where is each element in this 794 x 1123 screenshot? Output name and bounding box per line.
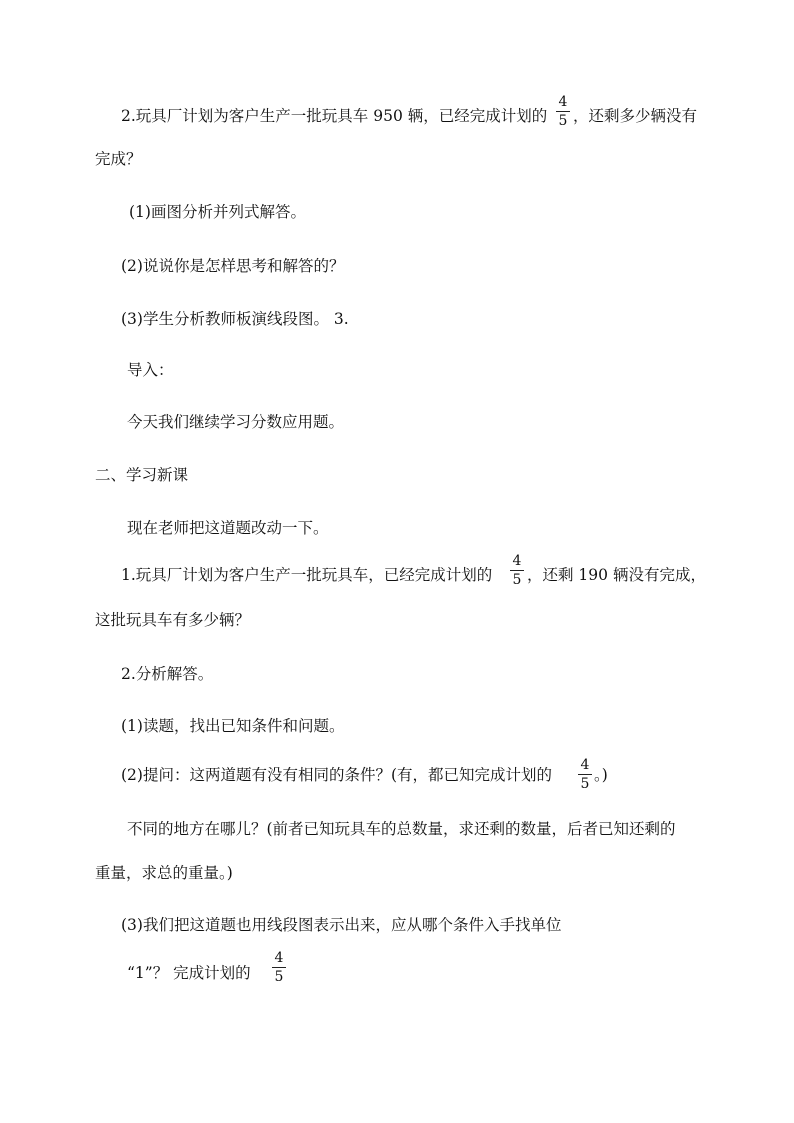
fraction-bar bbox=[272, 967, 286, 968]
problem-1-line-1-end bbox=[527, 565, 706, 585]
q2-text-c: 完成？ bbox=[95, 150, 142, 168]
q2-line-2 bbox=[95, 149, 142, 169]
analysis-step-3-line-2 bbox=[127, 963, 251, 983]
intro-text: 今天我们继续学习分数应用题。 bbox=[127, 413, 345, 431]
analysis-step-2-fraction bbox=[578, 757, 592, 792]
analysis-heading: 2.分析解答。 bbox=[121, 665, 214, 683]
analysis-step-2-end bbox=[594, 765, 608, 785]
fraction-denominator: 5 bbox=[274, 969, 284, 985]
q2-fraction bbox=[556, 94, 570, 129]
difference-line-1: 不同的地方在哪儿？(前者已知玩具车的总数量，求还剩的数量，后者已知还剩的 bbox=[127, 820, 676, 838]
analysis-step-2 bbox=[121, 765, 552, 785]
fraction-numerator: 4 bbox=[580, 757, 590, 773]
fraction-numerator: 4 bbox=[274, 950, 284, 966]
step-1: (1)画图分析并列式解答。 bbox=[129, 203, 306, 221]
fraction-numerator: 4 bbox=[558, 94, 568, 110]
problem-1-text-b: ，还剩 190 辆没有完成， bbox=[527, 566, 706, 584]
analysis-step-1: (1)读题，找出已知条件和问题。 bbox=[121, 717, 345, 735]
analysis-step-3-fraction bbox=[272, 950, 286, 985]
fraction-denominator: 5 bbox=[558, 113, 568, 129]
problem-1-fraction bbox=[510, 553, 524, 588]
analysis-step-2-text-a: (2)提问：这两道题有没有相同的条件？(有，都已知完成计划的 bbox=[121, 766, 553, 784]
problem-1-line-1 bbox=[121, 565, 492, 585]
fraction-numerator: 4 bbox=[512, 553, 522, 569]
fraction-denominator: 5 bbox=[580, 776, 590, 792]
problem-1-line-2: 这批玩具车有多少辆？ bbox=[95, 611, 251, 629]
section-heading: 二、学习新课 bbox=[95, 466, 189, 484]
change-text: 现在老师把这道题改动一下。 bbox=[127, 519, 329, 537]
step-2: (2)说说你是怎样思考和解答的？ bbox=[121, 257, 345, 275]
q2-text-a: 2.玩具厂计划为客户生产一批玩具车 950 辆，已经完成计划的 bbox=[121, 107, 548, 125]
q2-line-1 bbox=[121, 106, 547, 126]
fraction-bar bbox=[578, 774, 592, 775]
analysis-step-2-text-b: 。) bbox=[594, 766, 608, 784]
analysis-step-3: (3)我们把这道题也用线段图表示出来，应从哪个条件入手找单位 bbox=[121, 916, 562, 934]
q2-text-b: ，还剩多少辆没有 bbox=[573, 107, 698, 125]
analysis-step-3-text-b: “1”？ 完成计划的 bbox=[127, 964, 251, 982]
fraction-bar bbox=[556, 111, 570, 112]
difference-line-2: 重量，求总的重量。) bbox=[95, 864, 233, 882]
problem-1-text-a: 1.玩具厂计划为客户生产一批玩具车，已经完成计划的 bbox=[121, 566, 493, 584]
q2-line-1-end bbox=[573, 106, 697, 126]
fraction-denominator: 5 bbox=[512, 572, 522, 588]
intro-label: 导入： bbox=[127, 361, 174, 379]
step-3: (3)学生分析教师板演线段图。 3. bbox=[121, 310, 349, 328]
fraction-bar bbox=[510, 570, 524, 571]
